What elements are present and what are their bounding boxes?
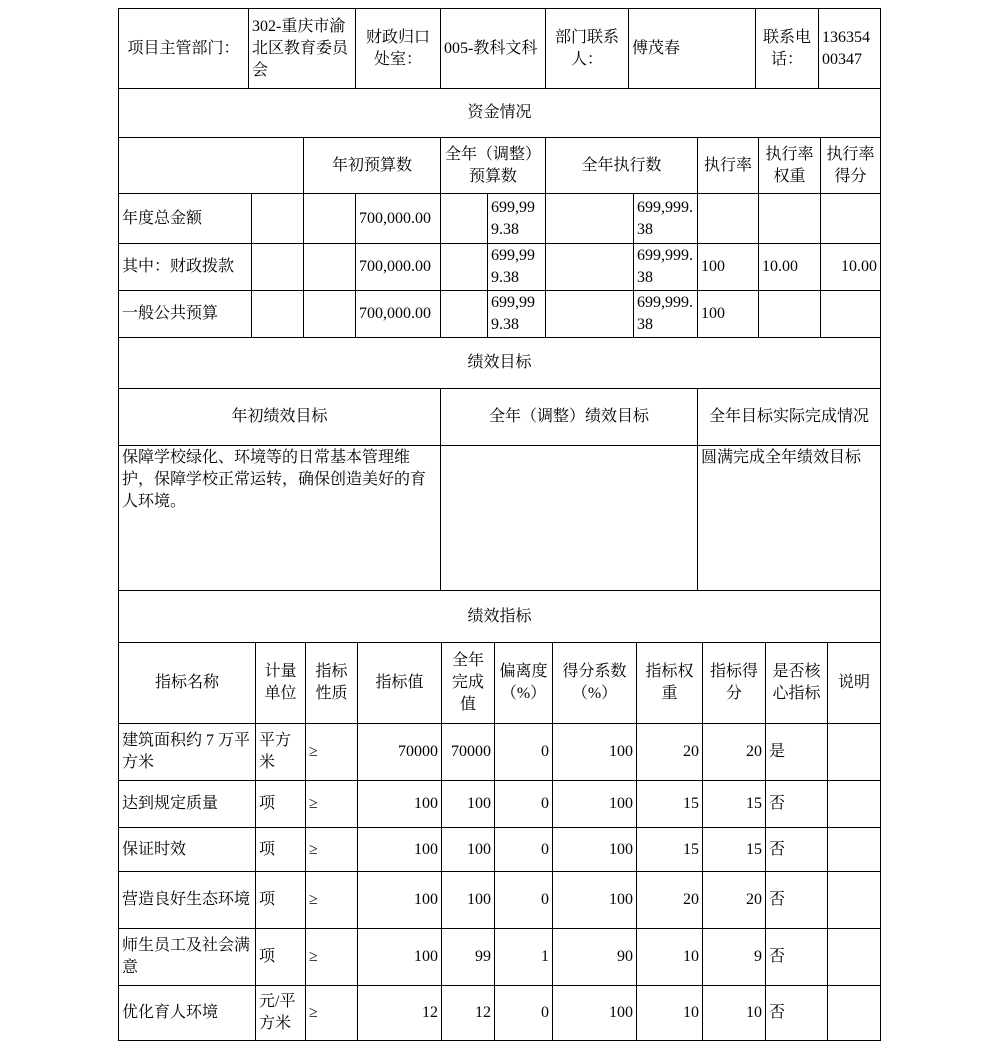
actual-completion-text: 圆满完成全年绩效目标 [698, 446, 881, 591]
indicator-deviation: 0 [495, 872, 553, 929]
row-label: 其中：财政拨款 [119, 244, 252, 291]
indicator-unit: 平方米 [256, 724, 306, 781]
indicator-note [828, 828, 881, 872]
value-rate-weight: 10.00 [759, 244, 821, 291]
column-header-score-coefficient: 得分系数（%） [553, 643, 637, 724]
column-header-weight: 指标权重 [637, 643, 703, 724]
indicator-unit: 项 [256, 781, 306, 828]
indicator-score: 15 [703, 828, 766, 872]
value-adjusted-budget: 699,999.38 [488, 194, 546, 244]
indicator-score-coefficient: 90 [553, 929, 637, 986]
indicator-score: 9 [703, 929, 766, 986]
funds-table [118, 88, 881, 338]
empty-cell [252, 244, 304, 291]
indicator-score: 10 [703, 986, 766, 1041]
empty-cell [546, 291, 634, 338]
value-initial-budget: 700,000.00 [356, 291, 441, 338]
adjusted-goal-text [441, 446, 698, 591]
indicator-score: 20 [703, 872, 766, 929]
contact-value: 傅茂春 [629, 9, 756, 89]
column-header-rate-weight: 执行率权重 [759, 138, 821, 194]
funds-header-row [119, 138, 881, 194]
column-header-exec-rate: 执行率 [698, 138, 759, 194]
indicator-row [119, 986, 881, 1041]
goals-table [118, 337, 881, 591]
dept-label: 项目主管部门： [119, 9, 249, 89]
column-header-completed-value: 全年完成值 [442, 643, 495, 724]
indicator-core-flag: 否 [766, 929, 828, 986]
value-rate-score [821, 291, 881, 338]
indicator-weight: 15 [637, 828, 703, 872]
project-info-table [118, 8, 881, 89]
value-executed: 699,999.38 [634, 194, 698, 244]
indicator-row [119, 781, 881, 828]
indicator-name: 建筑面积约 7 万平方米 [119, 724, 256, 781]
office-label: 财政归口处室： [356, 9, 441, 89]
value-exec-rate: 100 [698, 291, 759, 338]
indicator-weight: 10 [637, 929, 703, 986]
column-header-note: 说明 [828, 643, 881, 724]
indicator-name: 达到规定质量 [119, 781, 256, 828]
indicator-weight: 10 [637, 986, 703, 1041]
indicator-core-flag: 否 [766, 781, 828, 828]
office-value: 005-教科文科 [441, 9, 546, 89]
indicator-core-flag: 否 [766, 872, 828, 929]
indicator-nature: ≥ [306, 724, 358, 781]
column-header-initial-budget: 年初预算数 [304, 138, 441, 194]
indicator-completed-value: 99 [442, 929, 495, 986]
indicator-completed-value: 100 [442, 781, 495, 828]
goals-header-row [119, 389, 881, 446]
row-label: 一般公共预算 [119, 291, 252, 338]
value-exec-rate: 100 [698, 244, 759, 291]
indicator-score: 15 [703, 781, 766, 828]
column-header-executed: 全年执行数 [546, 138, 698, 194]
indicator-note [828, 986, 881, 1041]
indicator-target-value: 12 [358, 986, 442, 1041]
empty-cell [252, 194, 304, 244]
column-header-score: 指标得分 [703, 643, 766, 724]
empty-cell [304, 244, 356, 291]
indicator-name: 营造良好生态环境 [119, 872, 256, 929]
indicator-core-flag: 是 [766, 724, 828, 781]
column-header-rate-score: 执行率得分 [821, 138, 881, 194]
indicator-target-value: 100 [358, 828, 442, 872]
empty-cell [441, 291, 488, 338]
indicator-deviation: 0 [495, 781, 553, 828]
indicator-nature: ≥ [306, 986, 358, 1041]
empty-cell [441, 194, 488, 244]
value-rate-score [821, 194, 881, 244]
indicator-row [119, 872, 881, 929]
dept-value: 302-重庆市渝北区教育委员会 [249, 9, 356, 89]
indicator-completed-value: 100 [442, 828, 495, 872]
indicator-completed-value: 12 [442, 986, 495, 1041]
empty-cell [546, 194, 634, 244]
indicator-score-coefficient: 100 [553, 781, 637, 828]
column-header-core: 是否核心指标 [766, 643, 828, 724]
column-header-deviation: 偏离度（%） [495, 643, 553, 724]
indicator-unit: 项 [256, 929, 306, 986]
column-header-actual-completion: 全年目标实际完成情况 [698, 389, 881, 446]
empty-cell [304, 194, 356, 244]
indicator-row [119, 828, 881, 872]
indicator-unit: 项 [256, 872, 306, 929]
indicator-nature: ≥ [306, 828, 358, 872]
value-executed: 699,999.38 [634, 291, 698, 338]
indicator-weight: 20 [637, 724, 703, 781]
indicator-deviation: 1 [495, 929, 553, 986]
indicator-deviation: 0 [495, 724, 553, 781]
indicator-note [828, 872, 881, 929]
indicator-note [828, 781, 881, 828]
indicator-note [828, 724, 881, 781]
contact-label: 部门联系人： [546, 9, 629, 89]
funds-section-title: 资金情况 [119, 89, 881, 138]
empty-cell [304, 291, 356, 338]
goals-content-row [119, 446, 881, 591]
value-rate-weight [759, 194, 821, 244]
indicators-section-title: 绩效指标 [119, 591, 881, 643]
indicator-target-value: 100 [358, 929, 442, 986]
indicator-score: 20 [703, 724, 766, 781]
indicators-header-row [119, 643, 881, 724]
row-label: 年度总金额 [119, 194, 252, 244]
indicator-score-coefficient: 100 [553, 872, 637, 929]
indicator-target-value: 70000 [358, 724, 442, 781]
funds-row-total [119, 194, 881, 244]
column-header-nature: 指标性质 [306, 643, 358, 724]
indicator-name: 师生员工及社会满意 [119, 929, 256, 986]
indicator-unit: 项 [256, 828, 306, 872]
column-header-unit: 计量单位 [256, 643, 306, 724]
project-info-row [119, 9, 881, 89]
funds-row-public-budget [119, 291, 881, 338]
indicator-name: 优化育人环境 [119, 986, 256, 1041]
value-adjusted-budget: 699,999.38 [488, 244, 546, 291]
indicator-completed-value: 70000 [442, 724, 495, 781]
indicator-deviation: 0 [495, 986, 553, 1041]
column-header-adjusted-goal: 全年（调整）绩效目标 [441, 389, 698, 446]
indicator-unit: 元/平方米 [256, 986, 306, 1041]
indicators-table [118, 590, 881, 1041]
value-executed: 699,999.38 [634, 244, 698, 291]
indicator-score-coefficient: 100 [553, 828, 637, 872]
phone-label: 联系电话： [756, 9, 819, 89]
indicator-nature: ≥ [306, 872, 358, 929]
indicator-row [119, 929, 881, 986]
empty-cell [546, 244, 634, 291]
empty-cell [441, 244, 488, 291]
indicator-completed-value: 100 [442, 872, 495, 929]
indicator-target-value: 100 [358, 781, 442, 828]
initial-goal-text: 保障学校绿化、环境等的日常基本管理维护，保障学校正常运转，确保创造美好的育人环境。 [119, 446, 441, 591]
column-header-target-value: 指标值 [358, 643, 442, 724]
value-initial-budget: 700,000.00 [356, 194, 441, 244]
indicator-row [119, 724, 881, 781]
indicator-name: 保证时效 [119, 828, 256, 872]
goals-section-title: 绩效目标 [119, 338, 881, 389]
indicator-deviation: 0 [495, 828, 553, 872]
value-initial-budget: 700,000.00 [356, 244, 441, 291]
indicator-nature: ≥ [306, 929, 358, 986]
empty-cell [119, 138, 304, 194]
indicator-weight: 20 [637, 872, 703, 929]
column-header-initial-goal: 年初绩效目标 [119, 389, 441, 446]
indicator-core-flag: 否 [766, 828, 828, 872]
indicator-weight: 15 [637, 781, 703, 828]
funds-row-fiscal [119, 244, 881, 291]
value-exec-rate [698, 194, 759, 244]
column-header-adjusted-budget: 全年（调整）预算数 [441, 138, 546, 194]
indicator-note [828, 929, 881, 986]
value-rate-score: 10.00 [821, 244, 881, 291]
value-adjusted-budget: 699,999.38 [488, 291, 546, 338]
phone-value: 13635400347 [819, 9, 881, 89]
indicator-target-value: 100 [358, 872, 442, 929]
indicator-score-coefficient: 100 [553, 986, 637, 1041]
empty-cell [252, 291, 304, 338]
indicator-score-coefficient: 100 [553, 724, 637, 781]
indicator-core-flag: 否 [766, 986, 828, 1041]
value-rate-weight [759, 291, 821, 338]
indicator-nature: ≥ [306, 781, 358, 828]
column-header-indicator-name: 指标名称 [119, 643, 256, 724]
